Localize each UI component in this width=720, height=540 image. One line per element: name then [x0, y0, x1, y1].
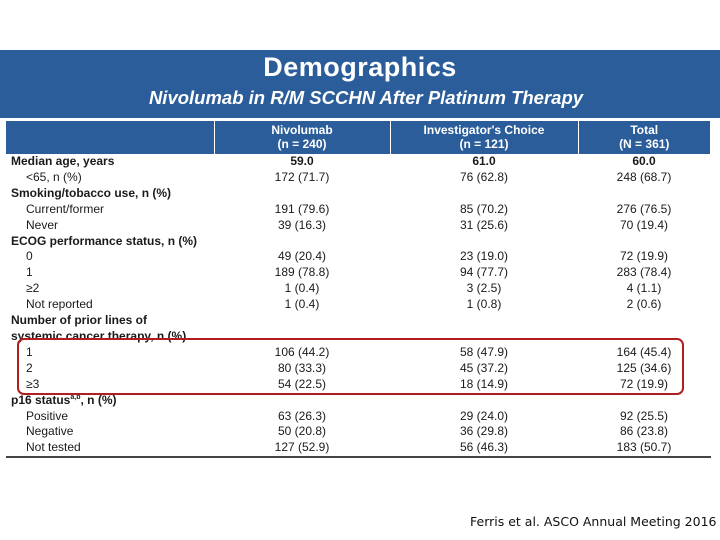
row-label — [6, 218, 214, 234]
cell-nivolumab: 191 (79.6) — [274, 201, 330, 216]
cell-nivolumab: 50 (20.8) — [277, 424, 327, 439]
table-row — [6, 218, 710, 234]
header-line2: (n = 240) — [277, 137, 327, 151]
cell-total: 248 (68.7) — [616, 169, 672, 184]
row-label-text: Number of prior lines of — [11, 313, 148, 328]
table-header-row — [6, 121, 710, 154]
row-label-text: 1 — [26, 265, 33, 280]
cell-investigators-choice: 94 (77.7) — [459, 265, 509, 280]
header-line1: Total — [630, 123, 659, 137]
cell-total: 125 (34.6) — [616, 360, 672, 375]
row-label — [6, 313, 214, 329]
cell-total: 70 (19.4) — [619, 217, 669, 232]
row-label-text: systemic cancer therapy, n (%) — [11, 328, 187, 343]
cell-investigators-choice: 58 (47.9) — [459, 344, 509, 359]
cell-nivolumab: 172 (71.7) — [274, 169, 330, 184]
row-label-text: ≥2 — [26, 281, 40, 296]
table-row — [6, 265, 710, 281]
row-label — [6, 265, 214, 281]
header-cell-empty — [6, 121, 214, 154]
cell-total — [578, 313, 710, 329]
row-label — [6, 281, 214, 297]
cell-total: 92 (25.5) — [619, 408, 669, 423]
cell-total: 4 (1.1) — [626, 281, 662, 296]
row-label — [6, 170, 214, 186]
cell-investigators-choice — [390, 313, 578, 329]
footnote-marker: a,b — [70, 393, 81, 401]
cell-investigators-choice: 29 (24.0) — [459, 408, 509, 423]
table-body — [6, 154, 710, 456]
row-label — [6, 440, 214, 456]
cell-nivolumab: 63 (26.3) — [277, 408, 327, 423]
header-cell-nivolumab — [214, 121, 390, 154]
cell-investigators-choice: 56 (46.3) — [459, 440, 509, 455]
table-row — [6, 170, 710, 186]
demographics-table-container — [6, 121, 716, 457]
cell-investigators-choice: 85 (70.2) — [459, 201, 509, 216]
table-row — [6, 186, 710, 202]
cell-nivolumab: 80 (33.3) — [277, 360, 327, 375]
table-row — [6, 281, 710, 297]
cell-nivolumab: 106 (44.2) — [274, 344, 330, 359]
table-row — [6, 409, 710, 425]
cell-total: 60.0 — [632, 154, 656, 168]
row-label — [6, 234, 214, 250]
table-row — [6, 313, 710, 329]
row-label-text: p16 status — [11, 392, 71, 407]
table-bottom-rule — [6, 456, 711, 458]
cell-total: 283 (78.4) — [616, 265, 672, 280]
cell-nivolumab: 59.0 — [290, 154, 314, 168]
row-label — [6, 424, 214, 440]
cell-nivolumab: 1 (0.4) — [284, 297, 320, 312]
row-label — [6, 409, 214, 425]
cell-nivolumab — [214, 313, 390, 329]
cell-nivolumab: 1 (0.4) — [284, 281, 320, 296]
cell-investigators-choice — [390, 186, 578, 202]
cell-investigators-choice: 23 (19.0) — [459, 249, 509, 264]
row-label-text: Not reported — [26, 297, 93, 312]
cell-total: 2 (0.6) — [626, 297, 662, 312]
cell-total: 72 (19.9) — [619, 376, 669, 391]
cell-total: 183 (50.7) — [616, 440, 672, 455]
row-label-text: 1 — [26, 344, 33, 359]
cell-investigators-choice: 36 (29.8) — [459, 424, 509, 439]
slide-title: Demographics — [263, 52, 457, 82]
table-row — [6, 297, 710, 313]
header-line2: (N = 361) — [619, 137, 670, 151]
header-line1: Investigator's Choice — [423, 123, 545, 137]
header-line2: (n = 121) — [459, 137, 509, 151]
table-row — [6, 424, 710, 440]
row-label-text: 0 — [26, 249, 33, 264]
row-label-text: <65, n (%) — [26, 169, 82, 184]
row-label-text: Not tested — [26, 440, 81, 455]
slide-subtitle: Nivolumab in R/M SCCHN After Platinum Therapy — [148, 87, 584, 108]
cell-investigators-choice: 31 (25.6) — [459, 217, 509, 232]
cell-total: 86 (23.8) — [619, 424, 669, 439]
table-row — [6, 249, 710, 265]
cell-investigators-choice: 1 (0.8) — [466, 297, 502, 312]
header-cell-total — [578, 121, 710, 154]
row-label-text: 2 — [26, 360, 33, 375]
header-cell-investigators-choice — [390, 121, 578, 154]
row-label — [6, 249, 214, 265]
cell-investigators-choice: 18 (14.9) — [459, 376, 509, 391]
table-row — [6, 440, 710, 456]
cell-nivolumab — [214, 234, 390, 250]
row-label — [6, 297, 214, 313]
cell-investigators-choice: 45 (37.2) — [459, 360, 509, 375]
cell-nivolumab: 49 (20.4) — [277, 249, 327, 264]
row-label-text: Median age, years — [11, 154, 115, 168]
row-label-text: ECOG performance status, n (%) — [11, 233, 198, 248]
row-label-text: Positive — [26, 408, 69, 423]
demographics-table — [6, 121, 710, 456]
table-row — [6, 202, 710, 218]
cell-nivolumab: 39 (16.3) — [277, 217, 327, 232]
cell-total: 276 (76.5) — [616, 201, 672, 216]
cell-investigators-choice — [390, 234, 578, 250]
table-row — [6, 154, 710, 170]
row-label — [6, 202, 214, 218]
cell-nivolumab: 189 (78.8) — [274, 265, 330, 280]
cell-total: 164 (45.4) — [616, 344, 672, 359]
cell-total — [578, 186, 710, 202]
cell-nivolumab — [214, 186, 390, 202]
row-label-text: Smoking/tobacco use, n (%) — [11, 185, 172, 200]
prior-lines-highlight-box — [17, 338, 684, 395]
citation-text: Ferris et al. ASCO Annual Meeting 2016 — [470, 514, 717, 529]
row-label-text: Never — [26, 217, 59, 232]
table-row — [6, 234, 710, 250]
cell-investigators-choice: 3 (2.5) — [466, 281, 502, 296]
cell-nivolumab: 127 (52.9) — [274, 440, 330, 455]
cell-nivolumab: 54 (22.5) — [277, 376, 327, 391]
cell-investigators-choice: 76 (62.8) — [459, 169, 509, 184]
row-label — [6, 154, 214, 170]
header-line1: Nivolumab — [271, 123, 333, 137]
row-label-text: ≥3 — [26, 376, 40, 391]
row-label-suffix: , n (%) — [80, 392, 117, 407]
cell-total: 72 (19.9) — [619, 249, 669, 264]
row-label — [6, 186, 214, 202]
row-label-text: Negative — [26, 424, 74, 439]
row-label-text: Current/former — [26, 201, 105, 216]
cell-total — [578, 234, 710, 250]
cell-investigators-choice: 61.0 — [472, 154, 496, 168]
